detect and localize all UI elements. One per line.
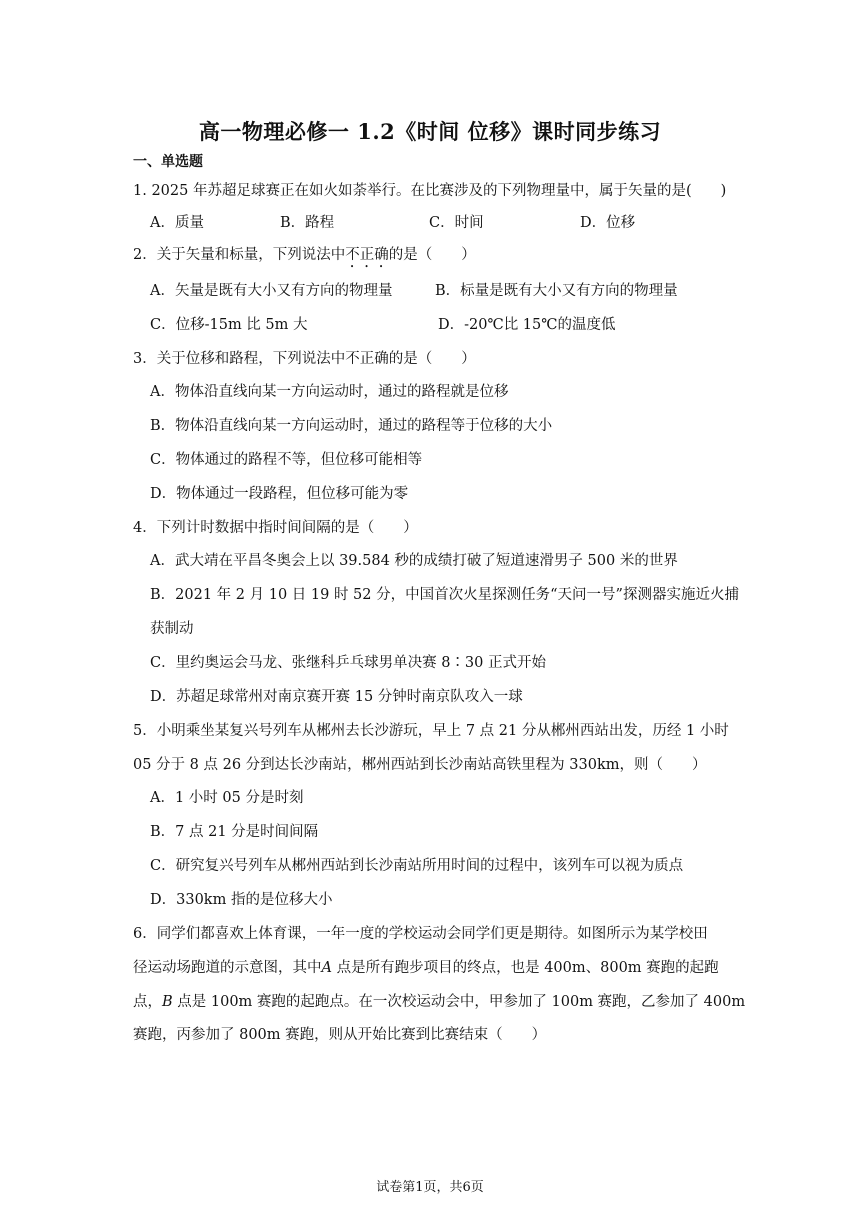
question-6-line-3-end: 点是 100m 赛跑的起跑点。在一次校运动会中，甲参加了 100m 赛跑，乙参加了 400m xyxy=(172,994,746,1010)
question-4-option-a: A．武大靖在平昌冬奥会上以 39.584 秒的成绩打破了短道速滑男子 500 米的世界 xyxy=(150,553,678,569)
question-2-option-b: B．标量是既有大小又有方向的物理量 xyxy=(435,283,678,299)
question-4-option-b: B．2021 年 2 月 10 日 19 时 52 分，中国首次火星探测任务“天问一号”探测器实施近火捕 xyxy=(150,587,739,603)
question-4-stem: 4．下列计时数据中指时间间隔的是（ ） xyxy=(133,520,418,536)
question-2-option-c: C．位移-15m 比 5m 大 xyxy=(150,317,308,333)
question-6-line-1: 6．同学们都喜欢上体育课，一年一度的学校运动会同学们更是期待。如图所示为某学校田 xyxy=(133,926,708,942)
question-1-option-c: C．时间 xyxy=(429,215,484,231)
question-3-stem: 3．关于位移和路程，下列说法中不正确的是（ ） xyxy=(133,351,476,367)
question-6-line-3 xyxy=(133,992,745,1012)
question-2-option-a: A．矢量是既有大小又有方向的物理量 xyxy=(150,283,393,299)
question-2-stem-start: 2．关于矢量和标量，下列说法中 xyxy=(133,247,346,263)
question-6-line-2-end: 点是所有跑步项目的终点，也是 400m、800m 赛跑的起跑 xyxy=(331,960,719,976)
question-2-emphasis: 不正确 xyxy=(345,247,389,263)
question-5-option-c: C．研究复兴号列车从郴州西站到长沙南站所用时间的过程中，该列车可以视为质点 xyxy=(150,858,684,874)
question-1-stem: 1. 2025 年苏超足球赛正在如火如荼举行。在比赛涉及的下列物理量中，属于矢量的是( ) xyxy=(133,183,727,199)
question-5-stem-line-1: 5．小明乘坐某复兴号列车从郴州去长沙游玩，早上 7 点 21 分从郴州西站出发，历经 1 小时 xyxy=(133,723,729,739)
page-title: 高一物理必修一 1.2《时间 位移》课时同步练习 xyxy=(198,119,662,144)
question-1-option-b: B．路程 xyxy=(280,215,335,231)
question-4-option-b-continued: 获制动 xyxy=(150,621,194,637)
question-3-option-c: C．物体通过的路程不等，但位移可能相等 xyxy=(150,452,423,468)
page-footer: 试卷第1页，共6页 xyxy=(376,1180,484,1195)
question-4-option-d: D．苏超足球常州对南京赛开赛 15 分钟时南京队攻入一球 xyxy=(150,689,523,705)
question-6-line-3-start: 点， xyxy=(133,994,162,1010)
question-2-stem-end: 的是（ ） xyxy=(388,247,476,263)
section-heading: 一、单选题 xyxy=(133,154,203,170)
question-6-line-2 xyxy=(133,958,719,978)
question-2-option-d: D．-20℃比 15℃的温度低 xyxy=(438,317,616,333)
point-b-label: B xyxy=(162,994,173,1010)
question-5-option-d: D．330km 指的是位移大小 xyxy=(150,892,333,908)
question-6-line-4: 赛跑，丙参加了 800m 赛跑，则从开始比赛到比赛结束（ ） xyxy=(133,1027,547,1043)
question-2-stem xyxy=(133,245,476,271)
question-5-option-b: B．7 点 21 分是时间间隔 xyxy=(150,824,319,840)
question-5-stem-line-2: 05 分于 8 点 26 分到达长沙南站，郴州西站到长沙南站高铁里程为 330km，则（ ） xyxy=(133,757,707,773)
question-6-line-2-start: 径运动场跑道的示意图，其中 xyxy=(133,960,322,976)
question-4-option-c: C．里约奥运会马龙、张继科乒乓球男单决赛 8∶30 正式开始 xyxy=(150,655,546,671)
question-5-option-a: A．1 小时 05 分是时刻 xyxy=(150,790,304,806)
question-3-option-b: B．物体沿直线向某一方向运动时，通过的路程等于位移的大小 xyxy=(150,418,553,434)
question-1-option-d: D．位移 xyxy=(580,215,636,231)
point-a-label: A xyxy=(321,960,332,976)
question-3-option-a: A．物体沿直线向某一方向运动时，通过的路程就是位移 xyxy=(150,384,509,400)
question-1-option-a: A．质量 xyxy=(150,215,204,231)
question-3-option-d: D．物体通过一段路程，但位移可能为零 xyxy=(150,486,409,502)
